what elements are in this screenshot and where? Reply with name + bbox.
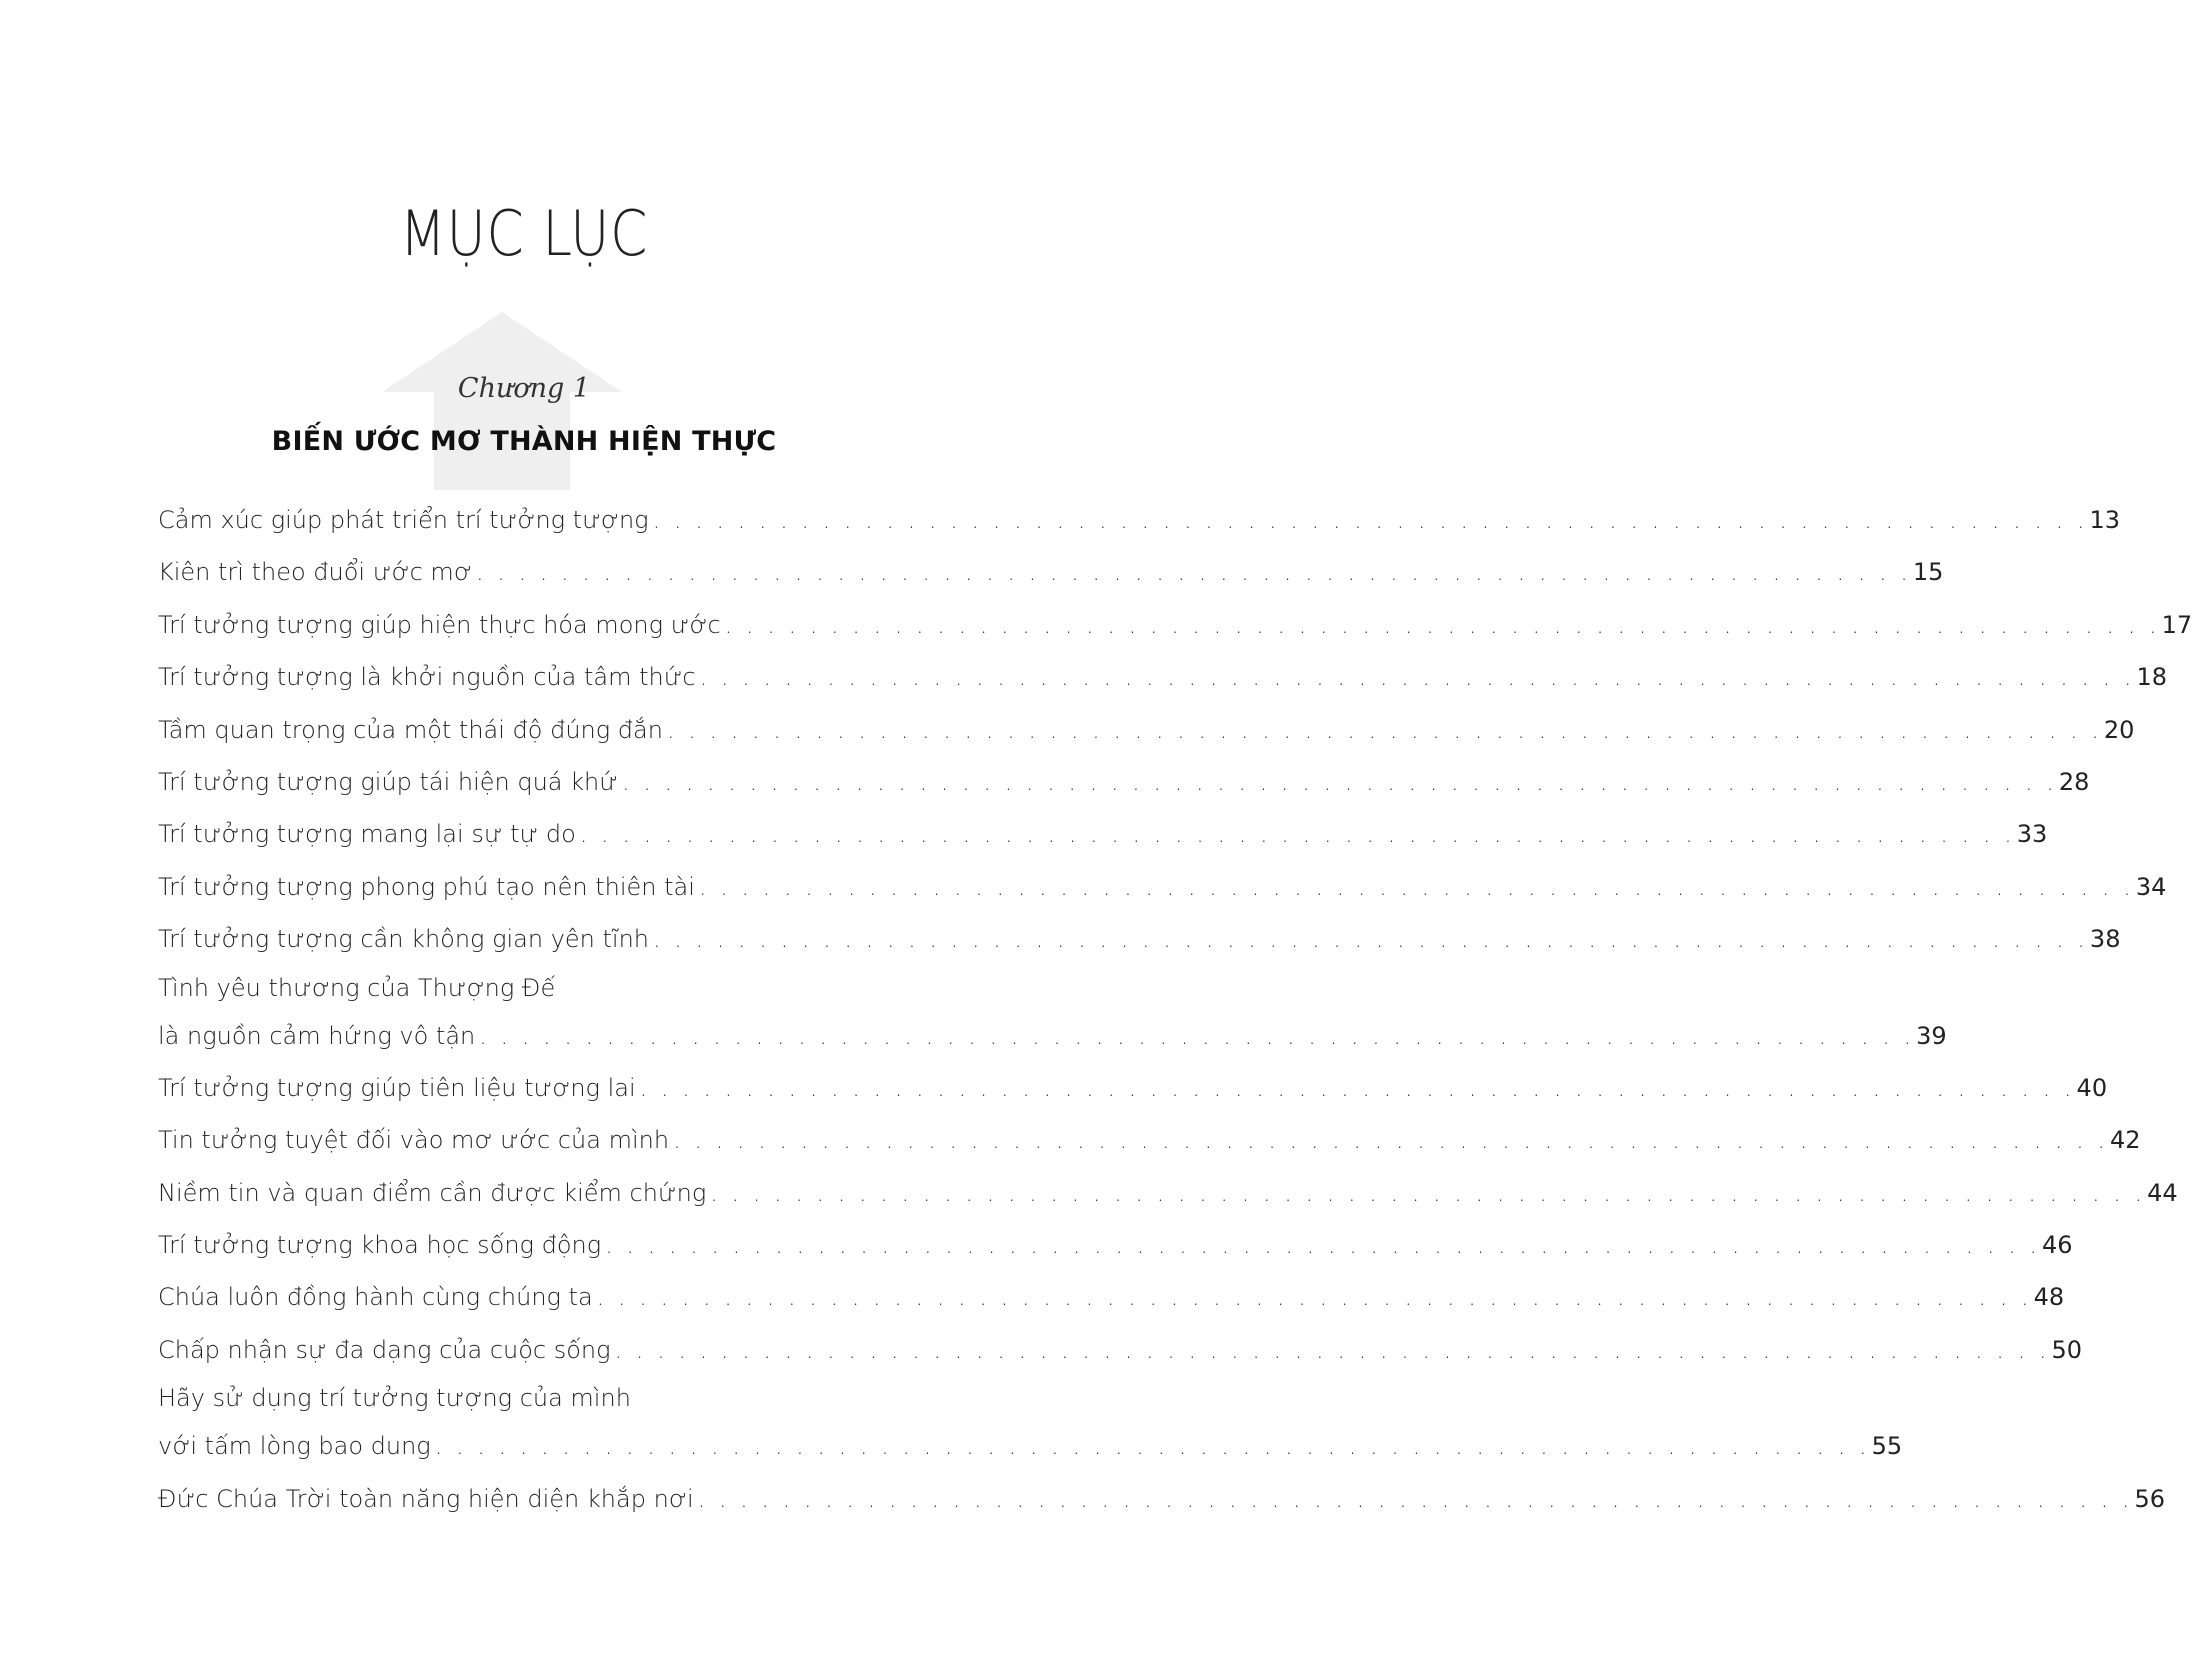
toc-page-number: 38 <box>2089 925 2121 954</box>
toc-entry <box>158 494 2121 546</box>
toc-entry-title: Hãy sử dụng trí tưởng tượng của mình <box>158 1384 631 1413</box>
toc-entry <box>158 1062 2108 1114</box>
toc-line <box>158 1062 2108 1114</box>
toc-page-number: 33 <box>2016 820 2048 849</box>
toc-entry-title: Kiên trì theo đuổi ước mơ <box>158 558 472 587</box>
toc-page-number: 55 <box>1871 1432 1903 1461</box>
table-of-contents <box>158 494 2192 1525</box>
toc-entry <box>158 913 2121 965</box>
toc-line <box>158 1167 2178 1219</box>
toc-page-number: 48 <box>2033 1283 2065 1312</box>
chapter-label: Chương 1 <box>457 373 591 404</box>
toc-line <box>158 1271 2065 1323</box>
toc-leader-dots: . . . . . . . . . . . . . . . . . . . . . . . . . . . . . . . . . . . . . . . . . . . . . . . . . . . . . . . . . . . . . . . . . . . . <box>698 872 2134 901</box>
toc-page-number: 44 <box>2147 1178 2178 1207</box>
toc-entry-title: với tấm lòng bao dung <box>158 1432 431 1461</box>
toc-page-number: 39 <box>1916 1021 1947 1050</box>
toc-entry <box>158 861 2167 913</box>
chapter-title: BIẾN ƯỚC MƠ THÀNH HIỆN THỰC <box>271 426 777 457</box>
toc-leader-dots: . . . . . . . . . . . . . . . . . . . . . . . . . . . . . . . . . . . . . . . . . . . . . . . . . . . . . . . . . . . . . . . . . . . . <box>699 663 2135 692</box>
toc-entry <box>158 808 2048 860</box>
toc-entry-title: Đức Chúa Trời toàn năng hiện diện khắp nơi <box>158 1484 694 1513</box>
toc-leader-dots: . . . . . . . . . . . . . . . . . . . . . . . . . . . . . . . . . . . . . . . . . . . . . . . . . . . . . . . . . . . . . . . . . . . . <box>621 767 2057 796</box>
toc-page-number: 56 <box>2134 1484 2166 1513</box>
toc-entry <box>158 756 2090 808</box>
toc-page-number: 17 <box>2161 610 2192 639</box>
toc-line <box>158 1376 890 1420</box>
toc-leader-dots: . . . . . . . . . . . . . . . . . . . . . . . . . . . . . . . . . . . . . . . . . . . . . . . . . . . . . . . . . . . . . . . . . . . . <box>652 506 2088 534</box>
toc-entry <box>158 599 2192 651</box>
toc-entry-title: là nguồn cảm hứng vô tận <box>158 1021 476 1050</box>
toc-leader-dots: . . . . . . . . . . . . . . . . . . . . . . . . . . . . . . . . . . . . . . . . . . . . . . . . . . . . . . . . . . . . . . . . . . . . <box>605 1231 2041 1260</box>
toc-page-number: 50 <box>2051 1335 2082 1364</box>
toc-page-number: 34 <box>2135 872 2167 901</box>
toc-leader-dots: . . . . . . . . . . . . . . . . . . . . . . . . . . . . . . . . . . . . . . . . . . . . . . . . . . . . . . . . . . . . . . . . . . . . <box>697 1484 2133 1513</box>
toc-page-number: 28 <box>2058 767 2090 796</box>
toc-line <box>158 599 2192 651</box>
toc-line <box>158 704 2135 756</box>
toc-entry <box>158 1271 2065 1323</box>
toc-page-number: 46 <box>2042 1231 2073 1260</box>
toc-line <box>158 808 2048 860</box>
toc-entry <box>158 1324 2082 1376</box>
toc-leader-dots: . . . . . . . . . . . . . . . . . . . . . . . . . . . . . . . . . . . . . . . . . . . . . . . . . . . . . . . . . . . . . . . . . . . . <box>614 1335 2050 1364</box>
toc-leader-dots: . . . . . . . . . . . . . . . . . . . . . . . . . . . . . . . . . . . . . . . . . . . . . . . . . . . . . . . . . . . . . . . . . . . . <box>724 610 2160 639</box>
toc-entry <box>158 1114 2141 1166</box>
toc-entry-title: Tin tưởng tuyệt đối vào mơ ước của mình <box>158 1126 670 1155</box>
toc-entry-title: Chúa luôn đồng hành cùng chúng ta <box>158 1283 593 1312</box>
toc-leader-dots: . . . . . . . . . . . . . . . . . . . . . . . . . . . . . . . . . . . . . . . . . . . . . . . . . . . . . . . . . . . . . . . . . . . . <box>666 715 2102 744</box>
toc-page-number: 13 <box>2089 506 2121 534</box>
toc-page-number: 20 <box>2103 715 2135 744</box>
toc-entry <box>158 651 2168 703</box>
toc-entry <box>158 966 1947 1062</box>
toc-leader-dots: . . . . . . . . . . . . . . . . . . . . . . . . . . . . . . . . . . . . . . . . . . . . . . . . . . . . . . . . . . . . . . . . . . . . <box>579 820 2015 849</box>
toc-leader-dots: . . . . . . . . . . . . . . . . . . . . . . . . . . . . . . . . . . . . . . . . . . . . . . . . . . . . . . . . . . . . . . . . . . . . <box>479 1021 1915 1050</box>
toc-entry-title: Trí tưởng tượng là khởi nguồn của tâm thức <box>158 663 696 692</box>
toc-entry <box>158 1376 1903 1472</box>
toc-line <box>158 494 2121 546</box>
toc-entry-title: Trí tưởng tượng khoa học sống động <box>158 1231 602 1260</box>
toc-line <box>158 651 2168 703</box>
toc-entry-title: Chấp nhận sự đa dạng của cuộc sống <box>158 1335 611 1364</box>
toc-line <box>158 1219 2073 1271</box>
toc-line <box>158 861 2167 913</box>
toc-line <box>158 1114 2141 1166</box>
toc-line <box>158 913 2121 965</box>
toc-page-number: 15 <box>1912 558 1944 587</box>
toc-entry-title: Tầm quan trọng của một thái độ đúng đắn <box>158 715 663 744</box>
toc-entry-title: Trí tưởng tượng giúp tiên liệu tương lai <box>158 1073 636 1102</box>
toc-page-number: 18 <box>2136 663 2168 692</box>
toc-leader-dots: . . . . . . . . . . . . . . . . . . . . . . . . . . . . . . . . . . . . . . . . . . . . . . . . . . . . . . . . . . . . . . . . . . . . <box>673 1126 2108 1155</box>
toc-line <box>158 1420 1903 1472</box>
toc-line <box>158 546 1944 598</box>
page-title: MỤC LỤC <box>399 197 649 270</box>
toc-leader-dots: . . . . . . . . . . . . . . . . . . . . . . . . . . . . . . . . . . . . . . . . . . . . . . . . . . . . . . . . . . . . . . . . . . . . <box>653 925 2088 954</box>
toc-entry-title: Trí tưởng tượng giúp tái hiện quá khứ <box>158 767 618 796</box>
toc-leader-dots: . . . . . . . . . . . . . . . . . . . . . . . . . . . . . . . . . . . . . . . . . . . . . . . . . . . . . . . . . . . . . . . . . . . . <box>596 1283 2032 1312</box>
toc-entry-title: Trí tưởng tượng phong phú tạo nên thiên tài <box>158 872 695 901</box>
toc-leader-dots: . . . . . . . . . . . . . . . . . . . . . . . . . . . . . . . . . . . . . . . . . . . . . . . . . . . . . . . . . . . . . . . . . . . . <box>475 558 1911 587</box>
toc-page-number: 40 <box>2076 1073 2108 1102</box>
toc-entry-title: Trí tưởng tượng mang lại sự tự do <box>158 820 576 849</box>
toc-page-number: 42 <box>2109 1126 2141 1155</box>
toc-entry-title: Trí tưởng tượng cần không gian yên tĩnh <box>158 925 650 954</box>
toc-entry <box>158 704 2135 756</box>
toc-leader-dots: . . . . . . . . . . . . . . . . . . . . . . . . . . . . . . . . . . . . . . . . . . . . . . . . . . . . . . . . . . . . . . . . . . . . <box>434 1432 1870 1461</box>
toc-entry <box>158 546 1944 598</box>
toc-entry <box>158 1219 2073 1271</box>
toc-line <box>158 966 890 1010</box>
toc-entry-title: Trí tưởng tượng giúp hiện thực hóa mong ước <box>158 610 721 639</box>
toc-entry-title: Cảm xúc giúp phát triển trí tưởng tượng <box>158 506 649 534</box>
toc-leader-dots: . . . . . . . . . . . . . . . . . . . . . . . . . . . . . . . . . . . . . . . . . . . . . . . . . . . . . . . . . . . . . . . . . . . . <box>639 1073 2075 1102</box>
toc-line <box>158 1324 2082 1376</box>
toc-entry-title: Niềm tin và quan điểm cần được kiểm chứng <box>158 1178 707 1207</box>
toc-line <box>158 756 2090 808</box>
toc-line <box>158 1010 1947 1062</box>
toc-leader-dots: . . . . . . . . . . . . . . . . . . . . . . . . . . . . . . . . . . . . . . . . . . . . . . . . . . . . . . . . . . . . . . . . . . . . <box>710 1178 2146 1207</box>
toc-entry <box>158 1473 2166 1525</box>
toc-line <box>158 1473 2166 1525</box>
toc-entry <box>158 1167 2178 1219</box>
toc-entry-title: Tình yêu thương của Thượng Đế <box>158 973 556 1002</box>
